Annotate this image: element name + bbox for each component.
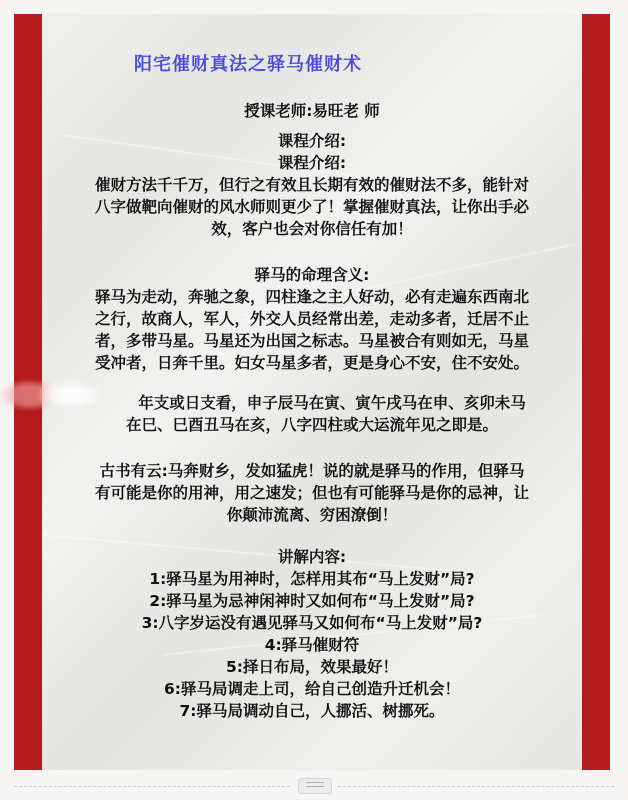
yima-heading: 驿马的命理含义:: [254, 266, 370, 284]
content-item: 1:驿马星为用神时，怎样用其布“马上发财”局?: [149, 570, 475, 588]
intro-line: 催财方法千千万，但行之有效且长期有效的催财法不多，能针对: [94, 176, 529, 194]
document-title: 阳宅催财真法之驿马催财术: [134, 54, 362, 75]
yima-line: 之行，故商人，军人，外交人员经常出差，走动多者，迁居不止: [94, 310, 529, 328]
rule-line: 年支或日支看，申子辰马在寅、寅午戌马在申、亥卯未马: [138, 394, 526, 412]
divider-right: [338, 786, 614, 788]
crumpled-paper-background: [42, 14, 582, 770]
content-item: 7:驿马局调动自己，人挪活、树挪死。: [179, 702, 445, 720]
content-item: 6:驿马局调走上司，给自己创造升迁机会！: [164, 680, 460, 698]
content-section: [46, 546, 578, 722]
redaction-blur-overlay: [40, 382, 100, 408]
content-item: 4:驿马催财符: [264, 636, 360, 654]
yima-section: [46, 264, 578, 374]
content-item: 3:八字岁运没有遇见驿马又如何布“马上发财”局?: [141, 614, 483, 632]
teacher-line: [46, 100, 578, 122]
yima-line: 受冲者，日奔千里。妇女马星多者，更是身心不安，住不安处。: [94, 354, 529, 372]
content-heading: 讲解内容:: [277, 548, 347, 566]
content-item: 2:驿马星为忌神闲神时又如何布“马上发财”局?: [149, 592, 475, 610]
intro-section: [46, 130, 578, 240]
yima-line: 驿马为走动，奔驰之象，四柱逢之主人好动，必有走遍东西南北: [94, 288, 529, 306]
rule-section: [46, 392, 578, 436]
yima-line: 者，多带马星。马星还为出国之标志。马星被合有则如无，马星: [94, 332, 529, 350]
intro-heading: 课程介绍:: [277, 132, 347, 150]
divider-left: [14, 786, 290, 788]
ancient-line: 古书有云:马奔财乡，发如猛虎！说的就是驿马的作用，但驿马: [99, 462, 525, 480]
content-item: 5:择日布局，效果最好！: [226, 658, 398, 676]
right-red-border: [582, 14, 610, 770]
intro-line: 效，客户也会对你信任有加！: [211, 220, 413, 238]
ancient-line: 有可能是你的用神，用之速发；但也有可能驿马是你的忌神，让: [94, 484, 529, 502]
intro-heading-repeat: 课程介绍:: [277, 154, 347, 172]
rule-line: 在巳、巳酉丑马在亥，八字四柱或大运流年见之即是。: [125, 416, 498, 434]
teacher-text: 授课老师:易旺老 师: [244, 102, 380, 120]
ancient-line: 你颠沛流离、穷困潦倒！: [226, 506, 398, 524]
scroll-handle[interactable]: [298, 778, 332, 794]
ancient-section: [46, 460, 578, 526]
intro-line: 八字做靶向催财的风水师则更少了！掌握催财真法，让你出手必: [94, 198, 529, 216]
